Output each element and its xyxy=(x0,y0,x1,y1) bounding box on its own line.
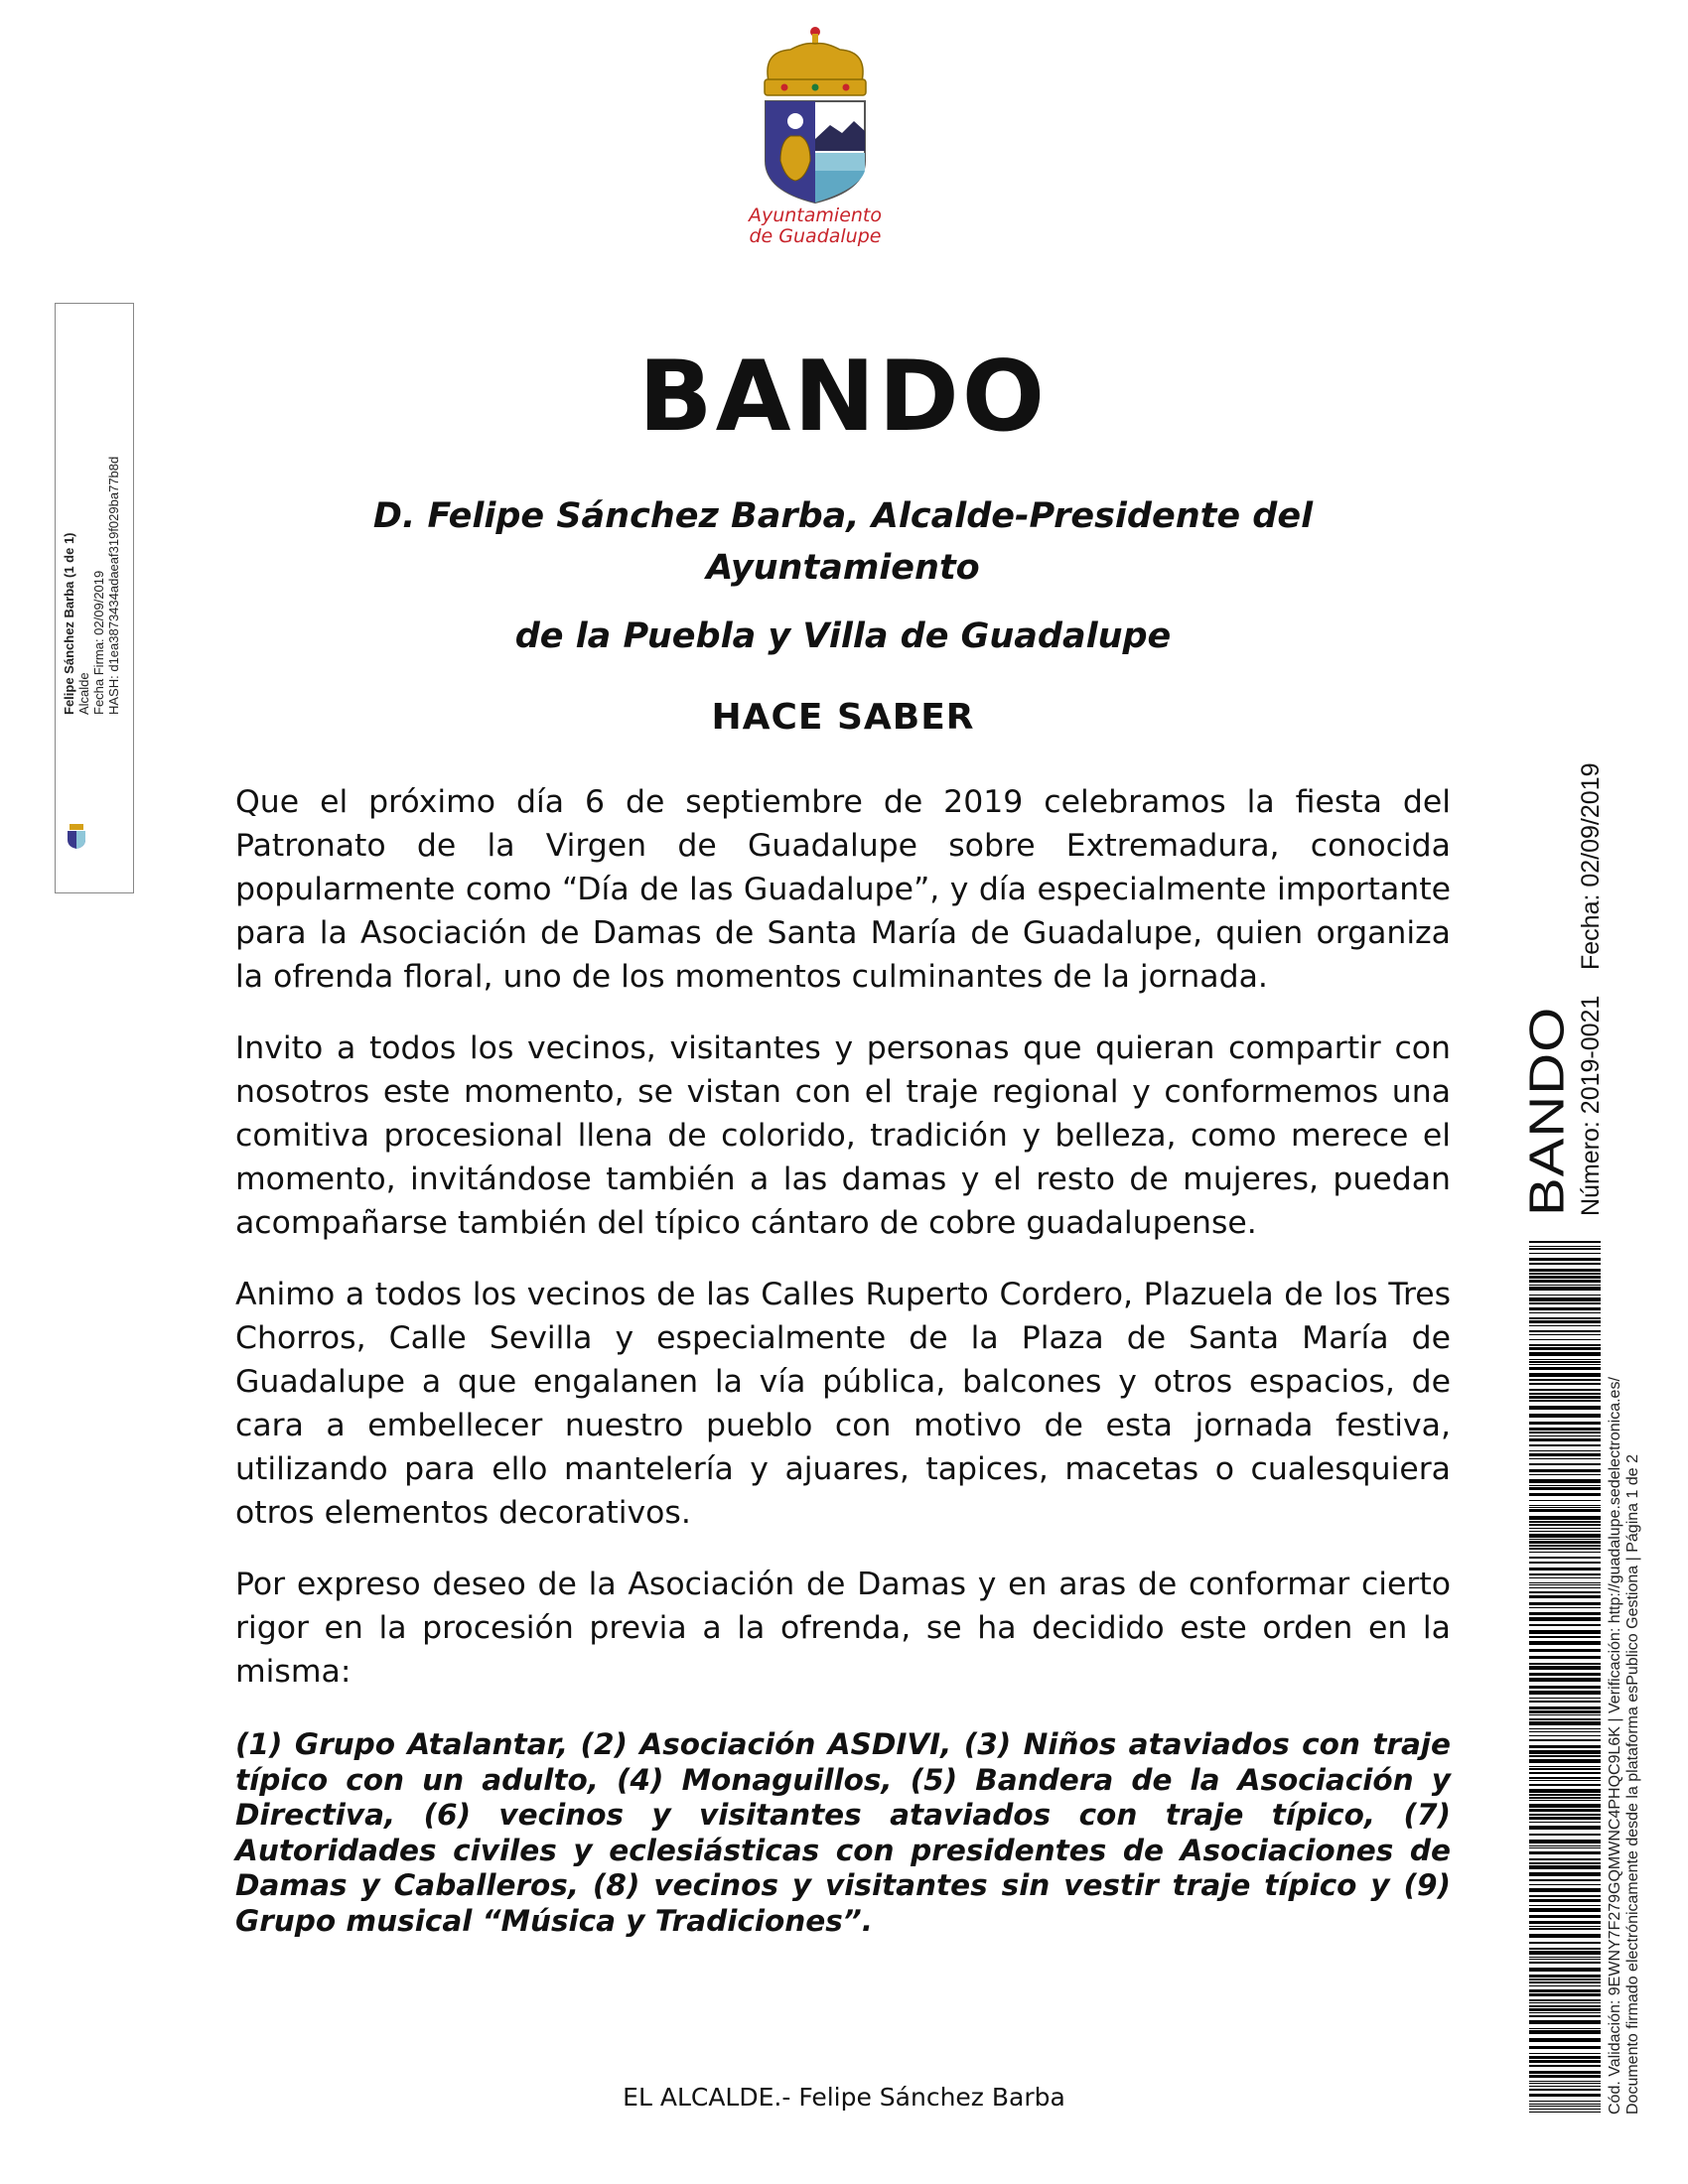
signature-date: Fecha Firma: 02/09/2019 xyxy=(91,570,106,715)
issuer-line-2: de la Puebla y Villa de Guadalupe xyxy=(514,616,1172,656)
mini-seal-icon xyxy=(66,824,87,850)
signer-name: Felipe Sánchez Barba (1 de 1) xyxy=(62,532,76,715)
issuer-line-1 xyxy=(233,490,1453,594)
paragraph: Animo a todos los vecinos de las Calles Ruperto Cordero, Plazuela de los Tres Chorros, Calle Sevilla y especialmente de la Plaza de Santa María de Guadalupe a que engalanen la vía pública, balcones y otros espacios, de cara a embellecer nuestro pueblo con motivo de esta jornada festiva, utilizando para ello mantelería y ajuares, tapices, macetas o cualesquiera otros elementos decorativos. xyxy=(235,1277,1451,1531)
hace-saber-heading: HACE SABER xyxy=(711,697,975,738)
paragraph: Invito a todos los vecinos, visitantes y personas que quieran compartir con nosotros este momento, se vistan con el traje regional y conformemos una comitiva procesional llena de colorido, tradición y belleza, como merece el momento, invitándose también a las damas y el resto de mujeres, puedan acompañarse también del típico cántaro de cobre guadalupense. xyxy=(235,1030,1451,1241)
barcode-icon xyxy=(1529,1241,1601,2115)
side-stamp-number: Número: 2019-0021 xyxy=(1577,995,1605,1216)
issuer-line-1b: Ayuntamiento xyxy=(706,548,980,588)
platform-note: Documento firmado electrónicamente desde la plataforma esPublico Gestiona | Página 1 de 2 xyxy=(1624,1454,1641,2115)
municipal-logo xyxy=(721,22,910,270)
document-body xyxy=(235,780,1451,1967)
logo-text-line2: de Guadalupe xyxy=(749,225,882,247)
document-title: BANDO xyxy=(637,341,1049,454)
side-stamp-date: Fecha: 02/09/2019 xyxy=(1577,762,1605,970)
logo-text-line1: Ayuntamiento xyxy=(748,205,882,226)
coat-of-arms-icon xyxy=(751,22,880,205)
signer-role: Alcalde xyxy=(76,672,91,715)
paragraph: Que el próximo día 6 de septiembre de 2019 celebramos la fiesta del Patronato de la Virgen de Guadalupe sobre Extremadura, conocida popularmente como “Día de las Guadalupe”, y día especialmente importante para la Asociación de Damas de Santa María de Guadalupe, quien organiza la ofrenda floral, uno de los momentos culminantes de la jornada. xyxy=(235,784,1451,995)
procession-order: (1) Grupo Atalantar, (2) Asociación ASDIVI, (3) Niños ataviados con traje típico con un adulto, (4) Monaguillos, (5) Bandera de la Asociación y Directiva, (6) vecinos y visitantes ataviados con traje típico, (7) Autoridades civiles y eclesiásticas con presidentes de Asociaciones de Damas y Caballeros, (8) vecinos y visitantes sin vestir traje típico y (9) Grupo musical “Música y Tradiciones”. xyxy=(235,1727,1451,1938)
shield-icon xyxy=(766,101,865,203)
mayor-signature-line: EL ALCALDE.- Felipe Sánchez Barba xyxy=(623,2083,1065,2112)
signature-hash: HASH: d1ea3873434adaeaf319f029ba77b8d xyxy=(106,456,121,715)
paragraph: Por expreso deseo de la Asociación de Damas y en aras de conformar cierto rigor en la procesión previa a la ofrenda, se ha decidido este orden en la misma: xyxy=(235,1567,1451,1690)
crown-icon xyxy=(765,27,866,95)
validation-code: Cód. Validación: 9EWNY7F279GQMWNC4PHQC9L6K | Verificación: http://guadalupe.sedelectronica.es/ xyxy=(1607,1377,1623,2115)
signature-stamp-text xyxy=(62,298,121,715)
side-stamp-label: BANDO xyxy=(1519,1006,1575,1216)
issuer-line-1a: D. Felipe Sánchez Barba, Alcalde-Presidente del xyxy=(372,496,1314,536)
